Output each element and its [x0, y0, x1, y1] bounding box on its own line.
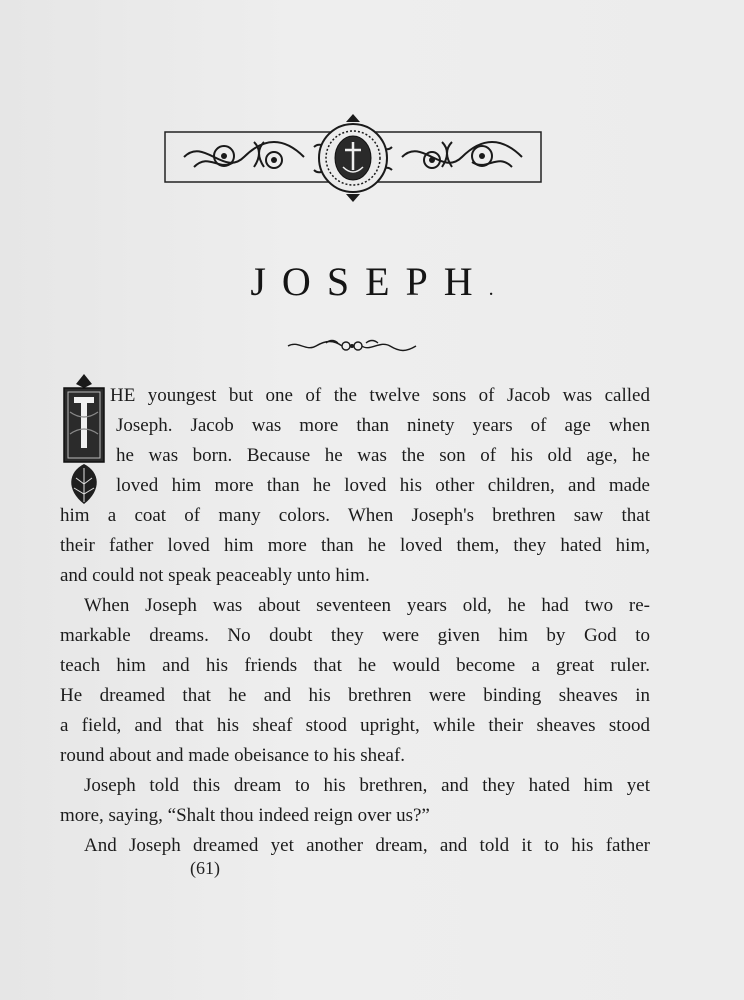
- text-line: HE youngest but one of the twelve sons of Jacob was called: [110, 385, 650, 406]
- text-line: markable dreams. No doubt they were given him by God to: [60, 625, 650, 646]
- text-line: round about and made obeisance to his sheaf.: [60, 745, 406, 766]
- text-line: And Joseph dreamed yet another dream, and told it to his father: [84, 835, 650, 856]
- text-line: he was born. Because he was the son of his old age, he: [116, 445, 650, 466]
- text-line: more, saying, “Shalt thou indeed reign over us?”: [60, 805, 430, 826]
- title-dot: .: [488, 278, 494, 300]
- text-line: teach him and his friends that he would become a great ruler.: [60, 655, 650, 676]
- ornamental-headpiece-icon: [164, 112, 542, 204]
- page-number: (61): [190, 858, 220, 878]
- text-line: him a coat of many colors. When Joseph's brethren saw that: [60, 505, 650, 526]
- text-line: and could not speak peaceably unto him.: [60, 565, 370, 586]
- text-line: Joseph. Jacob was more than ninety years of age when: [116, 415, 650, 436]
- chapter-title: JOSEPH.: [250, 259, 494, 304]
- text-line: When Joseph was about seventeen years old, he had two re-: [84, 595, 650, 616]
- drop-cap-ornament-icon: [60, 372, 108, 508]
- text-line: a field, and that his sheaf stood upright, while their sheaves stood: [60, 715, 650, 736]
- text-line: their father loved him more than he loved them, they hated him,: [60, 535, 650, 556]
- text-line: Joseph told this dream to his brethren, and they hated him yet: [84, 775, 650, 796]
- title-flourish-icon: [286, 336, 418, 356]
- text-line: He dreamed that he and his brethren were binding sheaves in: [60, 685, 650, 706]
- text-line: loved him more than he loved his other children, and made: [116, 475, 650, 496]
